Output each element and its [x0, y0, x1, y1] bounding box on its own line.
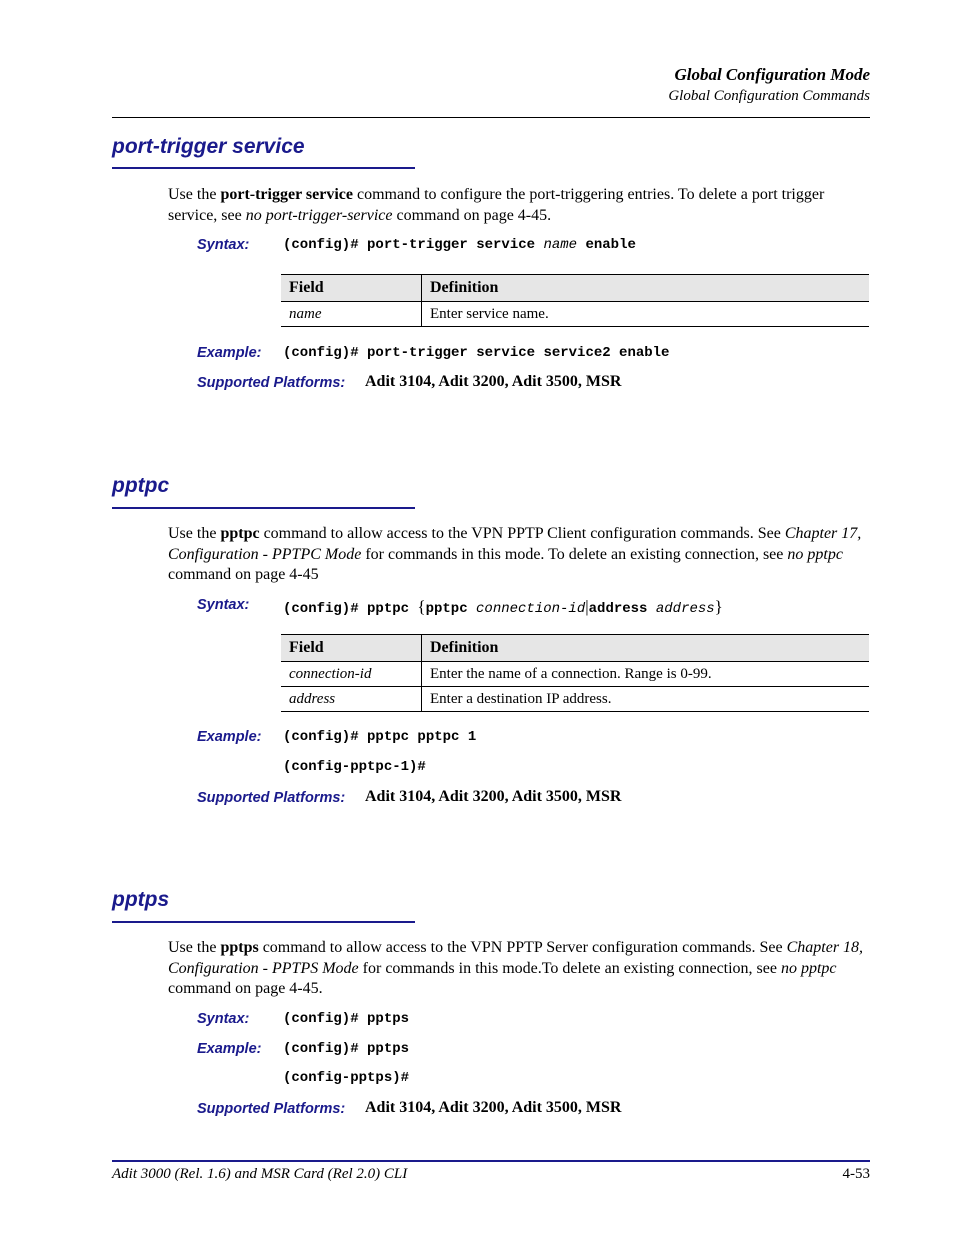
syntax-label: Syntax: — [197, 597, 250, 613]
code-argument: address — [655, 601, 715, 617]
page-number: 4-53 — [842, 1166, 870, 1182]
syntax-code — [283, 237, 636, 253]
example-code-prompt: (config-pptpc-1)# — [283, 759, 426, 775]
section-title-pptpc: pptpc — [112, 474, 170, 497]
code-argument: name — [543, 237, 578, 253]
code-run: pptpc — [425, 601, 477, 617]
example-code: (config)# port-trigger service service2 enable — [283, 345, 670, 361]
section-underline — [112, 167, 415, 169]
syntax-code — [283, 597, 723, 617]
table-cell-field: name — [281, 302, 422, 327]
code-brace: } — [714, 597, 723, 616]
section-description — [168, 185, 873, 226]
text-run: Use the — [168, 939, 221, 956]
cross-reference: no pptpc — [787, 545, 843, 563]
cross-reference: no pptpc — [780, 959, 837, 977]
platforms-label: Supported Platforms: — [197, 1101, 346, 1117]
platforms-label: Supported Platforms: — [197, 790, 346, 806]
syntax-code: (config)# pptps — [283, 1011, 410, 1027]
example-label: Example: — [197, 1041, 262, 1057]
example-label: Example: — [197, 729, 262, 745]
table-cell-field: connection-id — [281, 662, 422, 687]
table-header-cell: Definition — [422, 635, 870, 662]
code-argument: connection-id — [476, 601, 586, 617]
text-run: command on page 4-45. — [168, 980, 323, 997]
code-run: (config)# pptpc — [283, 601, 418, 617]
table-cell-definition: Enter service name. — [422, 302, 870, 327]
text-run: command on page 4-45. — [392, 206, 552, 224]
table-row — [281, 687, 869, 712]
header-divider — [112, 117, 870, 118]
table-row — [281, 662, 869, 687]
table-header-row — [281, 275, 869, 302]
command-name: pptps — [220, 939, 259, 956]
footer-document-title: Adit 3000 (Rel. 1.6) and MSR Card (Rel 2.0) CLI — [112, 1166, 408, 1182]
command-name: pptpc — [220, 525, 260, 542]
text-run: command to configure the port-triggering entries. To delete a port trigger service, see — [168, 186, 825, 224]
footer-divider — [112, 1160, 870, 1162]
text-run: command on page 4-45 — [168, 566, 319, 583]
syntax-label: Syntax: — [197, 1011, 250, 1027]
cross-reference: Chapter 17, Configuration - PPTPC Mode — [168, 525, 862, 563]
cross-reference: Chapter 18, Configuration - PPTPS Mode — [168, 939, 864, 977]
platforms-label: Supported Platforms: — [197, 375, 346, 391]
table-cell-field: address — [281, 687, 422, 712]
text-run: Use the — [168, 525, 221, 542]
field-definition-table — [281, 274, 869, 327]
table-cell-definition: Enter a destination IP address. — [422, 687, 870, 712]
platforms-list: Adit 3104, Adit 3200, Adit 3500, MSR — [365, 1099, 622, 1116]
running-header-title: Global Configuration Mode — [674, 65, 870, 84]
code-run: address — [588, 601, 656, 617]
section-underline — [112, 507, 415, 509]
cross-reference: no port-trigger-service — [245, 206, 393, 224]
text-run: command to allow access to the VPN PPTP Server configuration commands. See — [258, 939, 787, 956]
platforms-list: Adit 3104, Adit 3200, Adit 3500, MSR — [365, 373, 622, 390]
example-code: (config)# pptpc pptpc 1 — [283, 729, 477, 745]
table-header-cell: Definition — [422, 275, 870, 302]
code-brace: { — [417, 597, 426, 616]
table-header-row — [281, 635, 869, 662]
text-run: for commands in this mode. To delete an existing connection, see — [361, 545, 788, 563]
section-description — [168, 938, 873, 1000]
table-header-cell: Field — [281, 275, 422, 302]
code-separator: | — [585, 597, 589, 616]
text-run: command to allow access to the VPN PPTP Client configuration commands. See — [259, 525, 785, 542]
table-row — [281, 302, 869, 327]
syntax-label: Syntax: — [197, 237, 250, 253]
table-header-cell: Field — [281, 635, 422, 662]
field-definition-table — [281, 634, 869, 712]
example-label: Example: — [197, 345, 262, 361]
example-code-prompt: (config-pptps)# — [283, 1070, 410, 1086]
table-cell-definition: Enter the name of a connection. Range is 0-99. — [422, 662, 870, 687]
text-run: for commands in this mode.To delete an existing connection, see — [358, 959, 781, 977]
section-description — [168, 524, 873, 586]
text-run: Use the — [168, 186, 221, 203]
section-underline — [112, 921, 415, 923]
running-header-subtitle: Global Configuration Commands — [668, 88, 870, 104]
command-name: port-trigger service — [220, 186, 353, 203]
code-run: (config)# port-trigger service — [283, 237, 544, 253]
section-title-pptps: pptps — [112, 888, 170, 911]
example-code: (config)# pptps — [283, 1041, 410, 1057]
code-run: enable — [577, 237, 636, 253]
section-title-port-trigger: port-trigger service — [112, 135, 305, 158]
platforms-list: Adit 3104, Adit 3200, Adit 3500, MSR — [365, 788, 622, 805]
